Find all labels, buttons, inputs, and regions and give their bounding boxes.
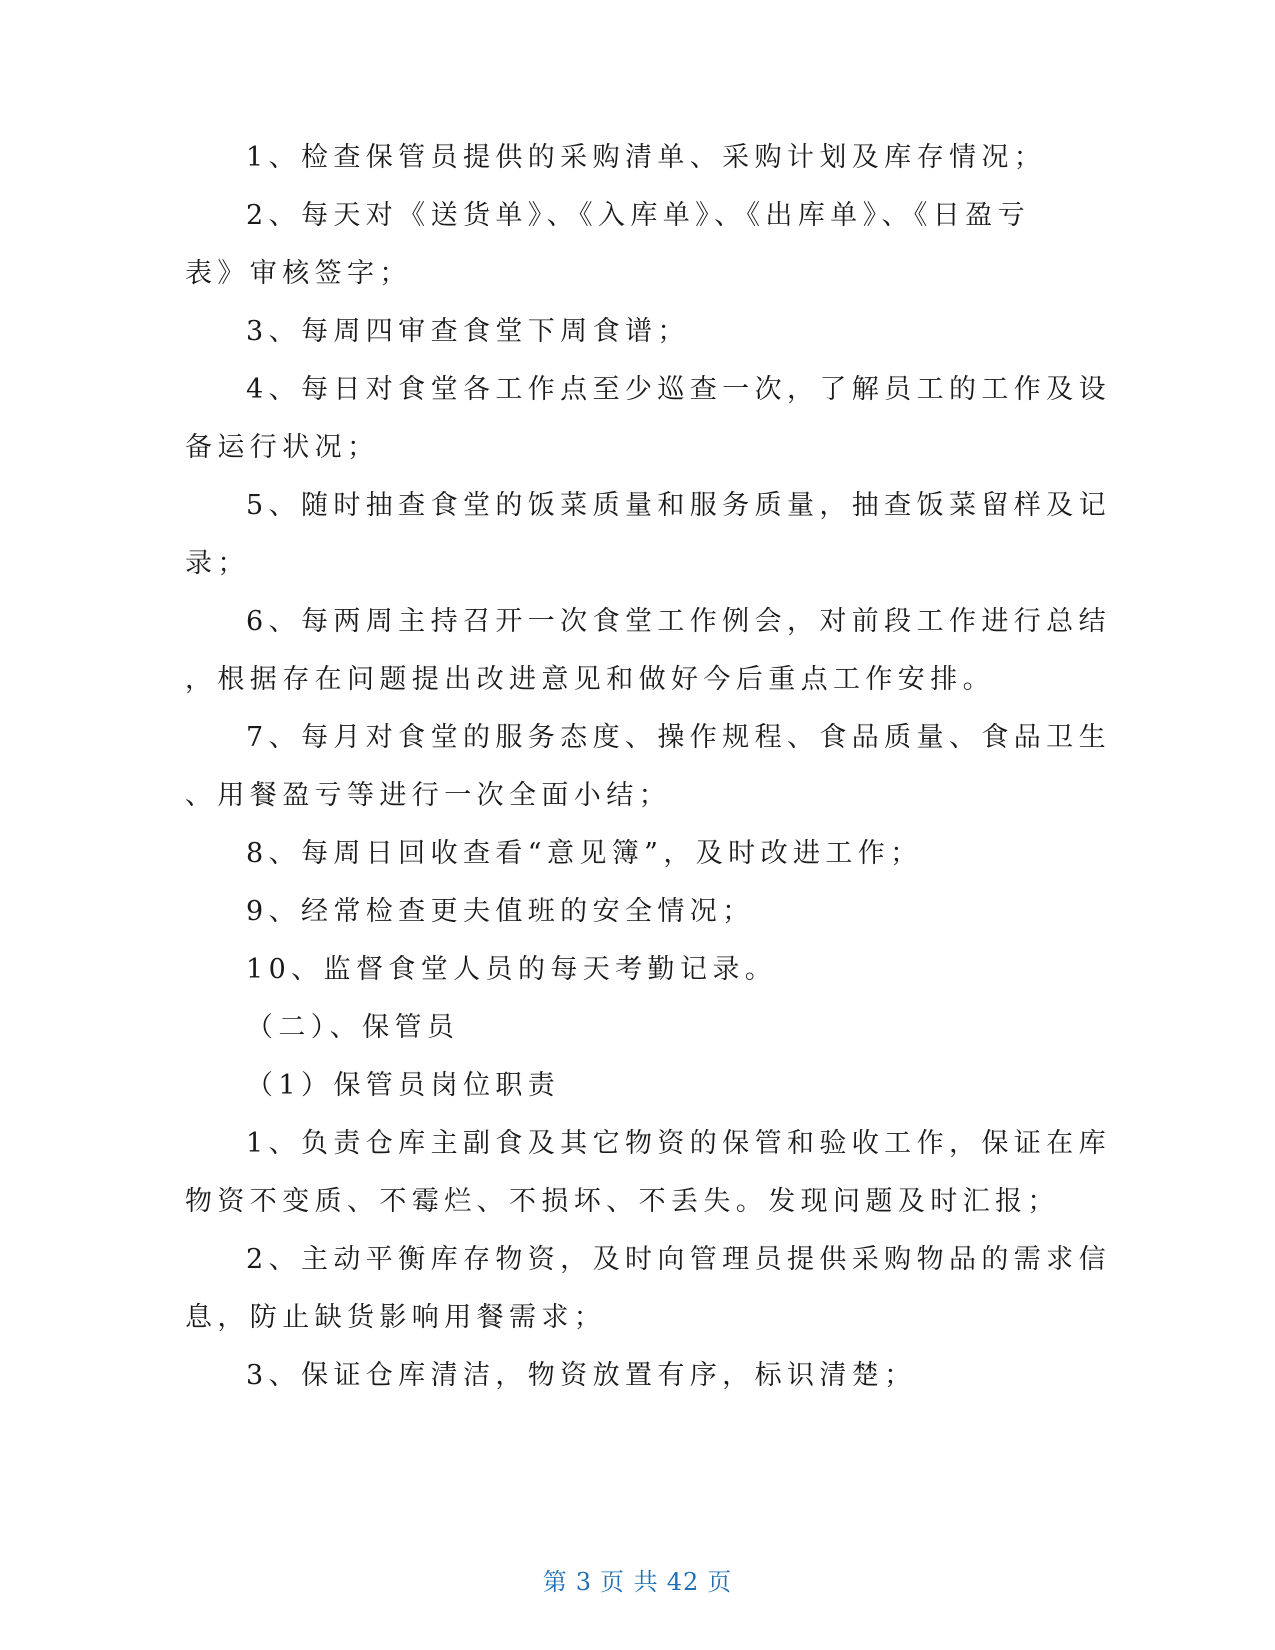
paragraph-line: 5、随时抽查食堂的饭菜质量和服务质量，抽查饭菜留样及记 [246,490,1111,521]
paragraph-line: 4、每日对食堂各工作点至少巡查一次，了解员工的工作及设 [246,374,1111,405]
footer-prefix: 第 [542,1568,568,1596]
paragraph-line: 录； [185,548,250,579]
page-footer [0,1562,1275,1597]
paragraph-line: 1、检查保管员提供的采购清单、采购计划及库存情况； [246,142,1047,173]
paragraph-line: 8、每周日回收查看“意见簿”，及时改进工作； [246,838,923,869]
total-page-number: 42 [666,1568,700,1596]
paragraph-line: 、用餐盈亏等进行一次全面小结； [185,780,671,811]
paragraph-line: 1、负责仓库主副食及其它物资的保管和验收工作，保证在库 [246,1128,1111,1159]
paragraph-line: 3、每周四审查食堂下周食谱； [246,316,690,347]
footer-middle: 页 共 [600,1568,659,1596]
paragraph-line: 息，防止缺货影响用餐需求； [185,1302,607,1333]
footer-suffix: 页 [707,1568,733,1596]
paragraph-line: 备运行状况； [185,432,380,463]
paragraph-line: 10、监督食堂人员的每天考勤记录。 [246,954,778,985]
paragraph-line: 2、主动平衡库存物资，及时向管理员提供采购物品的需求信 [246,1244,1111,1275]
paragraph-line: 物资不变质、不霉烂、不损坏、不丢失。发现问题及时汇报； [185,1186,1060,1217]
paragraph-line: 3、保证仓库清洁，物资放置有序，标识清楚； [246,1360,917,1391]
paragraph-line: 2、每天对《送货单》、《入库单》、《出库单》、《日盈亏 [246,200,1030,231]
paragraph-line: ，根据存在问题提出改进意见和做好今后重点工作安排。 [185,664,995,695]
paragraph-line: 6、每两周主持召开一次食堂工作例会，对前段工作进行总结 [246,606,1111,637]
subsection-heading: （1）保管员岗位职责 [246,1070,561,1101]
paragraph-line: 9、经常检查更夫值班的安全情况； [246,896,755,927]
paragraph-line: 7、每月对食堂的服务态度、操作规程、食品质量、食品卫生 [246,722,1111,753]
current-page-number: 3 [575,1568,593,1596]
paragraph-line: 表》审核签字； [185,258,412,289]
section-heading: （二）、保管员 [246,1012,460,1043]
